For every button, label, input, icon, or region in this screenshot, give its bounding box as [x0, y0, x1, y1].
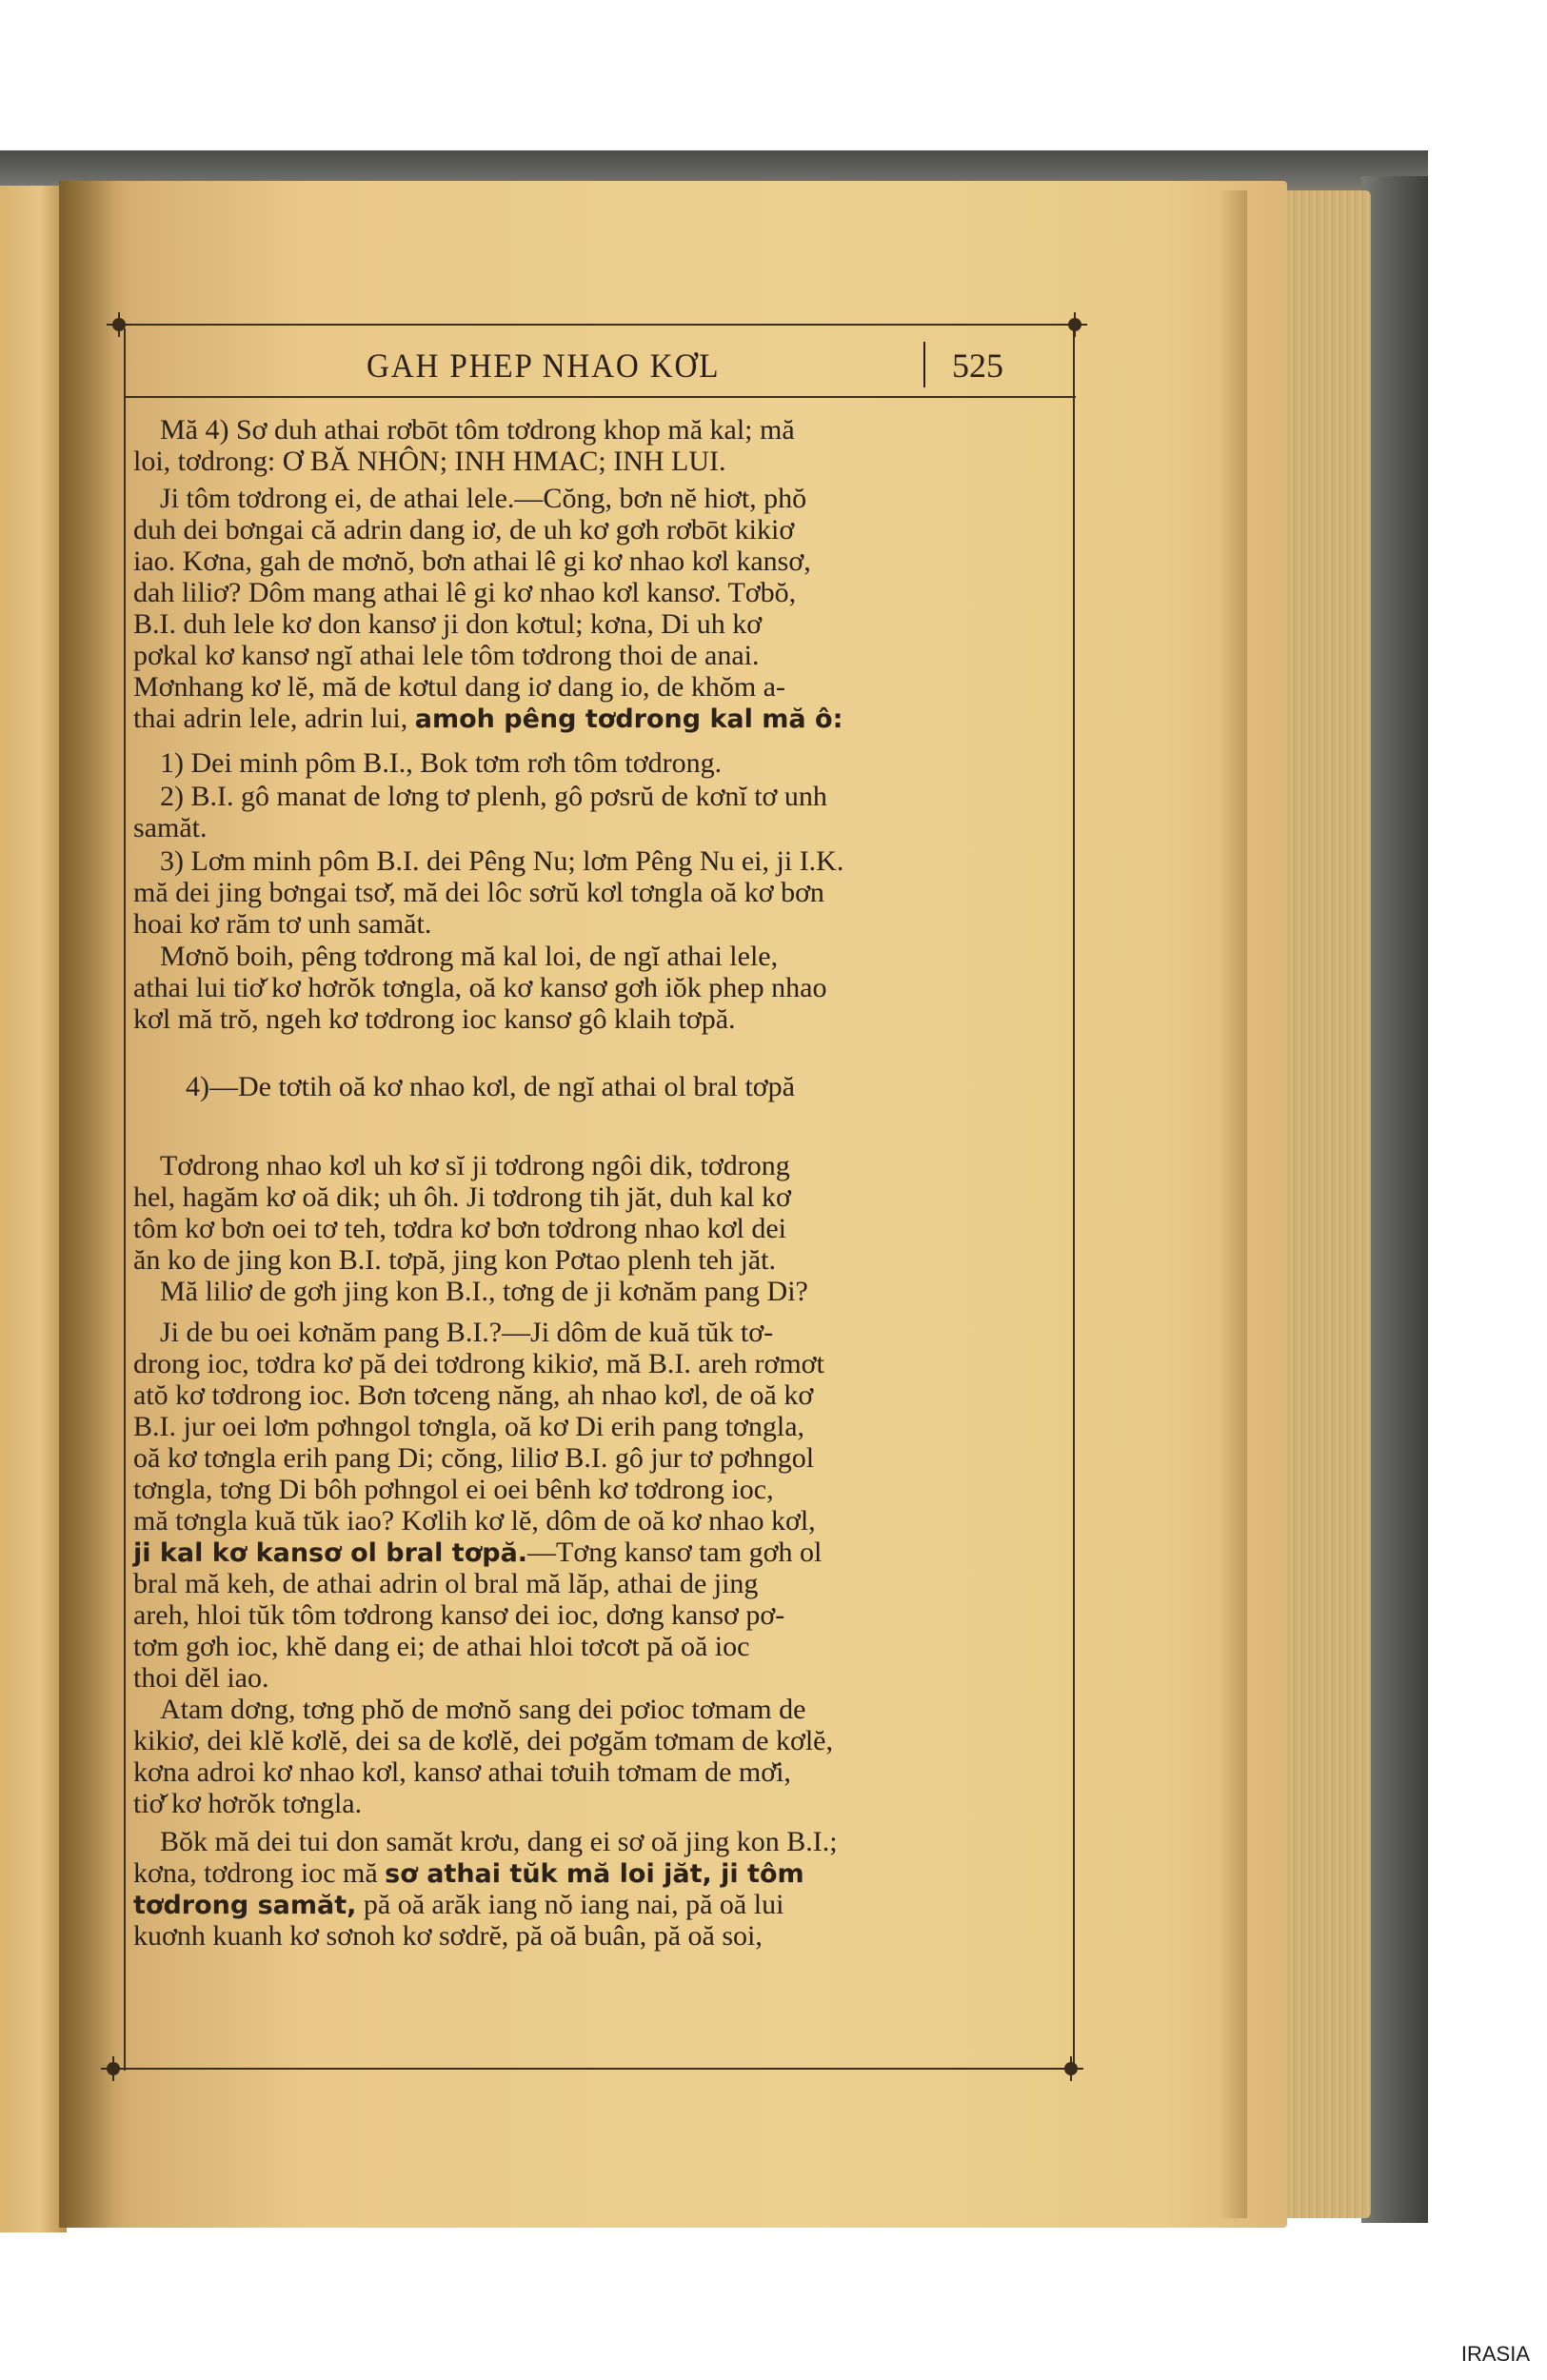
text-line: duh dei bơngai că adrin dang iơ, de uh kơ gơh rơbōt kikiơ [133, 514, 795, 545]
small-caps-phrase: INH HMAC [454, 446, 599, 477]
bold-phrase: amoh pêng tơdrong kal mă ô: [414, 704, 843, 734]
text-line [133, 446, 726, 478]
text-line: tiơ̆ kơ hơrŏk tơngla. [133, 1788, 363, 1819]
page-gutter [59, 181, 116, 2228]
text-line-rest: pă oă arăk iang nŏ iang nai, pă oă lui [356, 1889, 784, 1920]
text-line: 1) Dei minh pôm B.I., Bok tơm rơh tôm tơdrong. [160, 747, 723, 779]
text-line: 2) B.I. gô manat de lơng tơ plenh, gô pơsrŭ de kơnĭ tơ unh [160, 781, 827, 812]
left-page-edge [0, 186, 67, 2232]
text-line: kuơnh kuanh kơ sơnoh kơ sơdrĕ, pă oă buân, pă oă soi, [133, 1920, 763, 1952]
text-line: thoi dĕl iao. [133, 1662, 269, 1694]
section-heading: 4)—De tơtih oă kơ nhao kơl, de ngĭ athai ol bral tơpă [186, 1071, 795, 1102]
frame-rule-header [124, 396, 1076, 398]
text-line: samăt. [133, 812, 208, 843]
text-line: Bŏk mă dei tui don samăt krơu, dang ei sơ oă jing kon B.I.; [160, 1826, 838, 1857]
text-line-start: thai adrin lele, adrin lui, [133, 703, 415, 734]
text-line: athai lui tiơ̆ kơ hơrŏk tơngla, oă kơ kansơ gơh iŏk phep nhao [133, 972, 827, 1003]
text-line-rest: —Tơng kansơ tam gơh ol [527, 1537, 823, 1568]
frame-rule-right [1073, 328, 1075, 2071]
book-cover-right [1361, 176, 1428, 2223]
corner-ornament-icon [1064, 2062, 1078, 2075]
header-divider [923, 342, 925, 387]
watermark: IRASIA [1460, 2342, 1530, 2366]
text-line: ăn ko de jing kon B.I. tơpă, jing kon Pơtao plenh teh jăt. [133, 1244, 776, 1276]
text-line: atŏ kơ tơdrong ioc. Bơn tơceng năng, ah nhao kơl, de oă kơ [133, 1379, 814, 1411]
text-line: Ji tôm tơdrong ei, de athai lele.—Cŏng, bơn nĕ hiơt, phŏ [160, 483, 807, 514]
text-line: drong ioc, tơdra kơ pă dei tơdrong kikiơ, mă B.I. areh rơmơt [133, 1348, 824, 1379]
corner-ornament-icon [112, 318, 126, 331]
page-header [124, 338, 1076, 393]
text-line: kikiơ, dei klĕ kơlĕ, dei sa de kơlĕ, dei pơgăm tơmam de kơlĕ, [133, 1725, 833, 1756]
text-line: B.I. jur oei lơm pơhngol tơngla, oă kơ Di erih pang tơngla, [133, 1411, 805, 1442]
text-line: Atam dơng, tơng phŏ de mơnŏ sang dei pơioc tơmam de [160, 1694, 806, 1725]
text-line: mă dei jing bơngai tsơ̆, mă dei lôc sơrŭ kơl tơngla oă kơ bơn [133, 877, 824, 908]
page-shadow [1219, 190, 1247, 2218]
separator: ; [439, 446, 455, 477]
text-line: kơna adroi kơ nhao kơl, kansơ athai tơuih tơmam de mơ̆i, [133, 1756, 791, 1788]
separator: . [719, 446, 726, 477]
text-line: mă tơngla kuă tŭk iao? Kơlih kơ lĕ, dôm de oă kơ nhao kơl, [133, 1505, 816, 1537]
text-line: oă kơ tơngla erih pang Di; cŏng, liliơ B.I. gô jur tơ pơhngol [133, 1442, 815, 1474]
separator: ; [598, 446, 614, 477]
frame-rule-bottom [112, 2068, 1083, 2070]
frame-rule-left [124, 328, 126, 2071]
text-line: Mơnhang kơ lĕ, mă de kơtul dang iơ dang io, de khŏm a- [133, 671, 785, 703]
text-line: tôm kơ bơn oei tơ teh, tơdra kơ bơn tơdrong nhao kơl dei [133, 1213, 786, 1244]
bold-phrase: sơ athai tŭk mă loi jăt, ji tôm [385, 1859, 804, 1889]
text-line: areh, hloi tŭk tôm tơdrong kansơ dei ioc, dơng kansơ pơ- [133, 1599, 785, 1631]
text-line: hoai kơ răm tơ unh samăt. [133, 908, 432, 940]
text-line: Tơdrong nhao kơl uh kơ sĭ ji tơdrong ngôi dik, tơdrong [160, 1150, 790, 1181]
text-line: Mă liliơ de gơh jing kon B.I., tơng de ji kơnăm pang Di? [160, 1276, 808, 1307]
text-line: iao. Kơna, gah de mơnŏ, bơn athai lê gi kơ nhao kơl kansơ, [133, 545, 811, 577]
small-caps-phrase: INH LUI [613, 446, 720, 477]
text-line: Mơnŏ boih, pêng tơdrong mă kal loi, de ngĭ athai lele, [160, 941, 779, 972]
text-line [133, 1857, 804, 1890]
text-line: Ji de bu oei kơnăm pang B.I.?—Ji dôm de kuă tŭk tơ- [160, 1317, 774, 1348]
corner-ornament-icon [1068, 318, 1081, 331]
text-line [133, 1889, 783, 1921]
text-line: dah liliơ? Dôm mang athai lê gi kơ nhao kơl kansơ. Tơbŏ, [133, 577, 797, 608]
text-line: hel, hagăm kơ oă dik; uh ôh. Ji tơdrong tih jăt, duh kal kơ [133, 1181, 791, 1213]
text-line [133, 703, 843, 735]
text-line [133, 1537, 822, 1569]
text-line: kơl mă trŏ, ngeh kơ tơdrong ioc kansơ gô klaih tơpă. [133, 1003, 736, 1035]
text-line-start: kơna, tơdrong ioc mă [133, 1857, 386, 1889]
text-line: pơkal kơ kansơ ngĭ athai lele tôm tơdrong thoi de anai. [133, 640, 760, 671]
text-line: B.I. duh lele kơ don kansơ ji don kơtul; kơna, Di uh kơ [133, 608, 763, 640]
page-number: 525 [952, 347, 1003, 385]
text-line-start: loi, tơdrong: Ơ [133, 446, 310, 477]
text-line: tơngla, tơng Di bôh pơhngol ei oei bênh kơ tơdrong ioc, [133, 1474, 774, 1505]
text-line: bral mă keh, de athai adrin ol bral mă lăp, athai de jing [133, 1568, 759, 1599]
text-line: tơm gơh ioc, khĕ dang ei; de athai hloi tơcơt pă oă ioc [133, 1631, 750, 1662]
bold-phrase: ji kal kơ kansơ ol bral tơpă. [133, 1538, 528, 1568]
bold-phrase: tơdrong samăt, [133, 1891, 357, 1920]
text-line: 3) Lơm minh pôm B.I. dei Pêng Nu; lơm Pêng Nu ei, ji I.K. [160, 845, 844, 877]
small-caps-phrase: BĂ NHÔN [309, 446, 440, 477]
frame-rule-top [112, 324, 1083, 326]
running-head: GAH PHEP NHAO KƠL [367, 347, 721, 385]
corner-ornament-icon [107, 2062, 120, 2075]
text-line: Mă 4) Sơ duh athai rơbōt tôm tơdrong khop mă kal; mă [160, 414, 795, 446]
